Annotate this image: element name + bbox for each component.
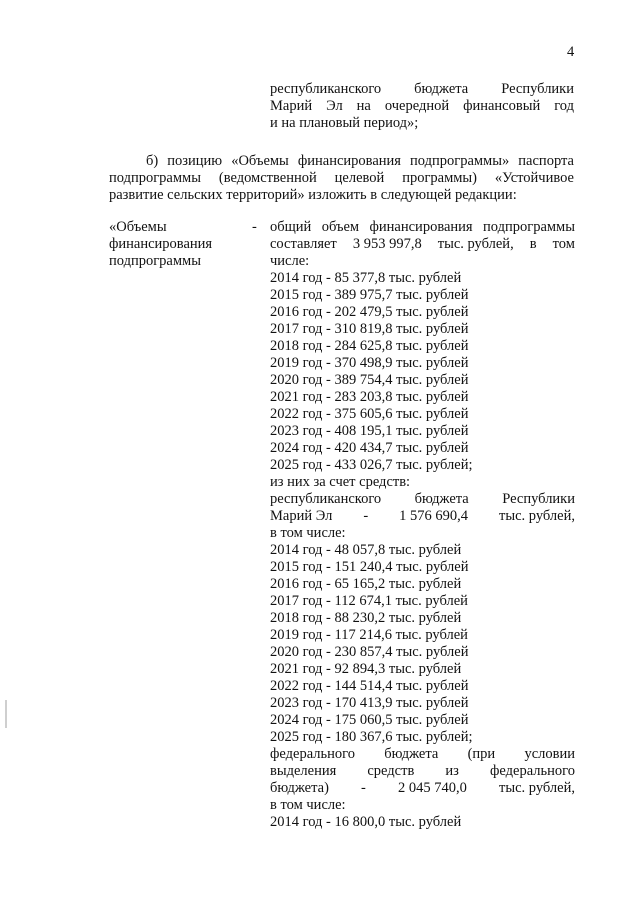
republic-word: Республики	[502, 491, 575, 507]
federal-line	[270, 763, 575, 780]
total-line: числе:	[270, 253, 310, 269]
paragraph-word: «Объемы	[231, 153, 289, 169]
total-word: подпрограммы	[483, 219, 575, 235]
paragraph-line	[109, 170, 574, 187]
republic-line	[270, 491, 575, 508]
republic-year-line: 2024 год - 175 060,5 тыс. рублей	[270, 712, 469, 728]
federal-word: условии	[524, 746, 575, 762]
federal-word: бюджета)	[270, 780, 329, 796]
intro-word: Республики	[501, 81, 574, 97]
republic-line: в том числе:	[270, 525, 346, 541]
paragraph-word: позицию	[167, 153, 223, 169]
republic-word: тыс. рублей,	[499, 508, 575, 524]
total-year-line: 2016 год - 202 479,5 тыс. рублей	[270, 304, 469, 320]
page-number: 4	[567, 44, 575, 60]
paragraph-word: финансирования	[297, 153, 401, 169]
intro-word: бюджета	[414, 81, 469, 97]
total-year-line: 2019 год - 370 498,9 тыс. рублей	[270, 355, 469, 371]
federal-line	[270, 780, 575, 797]
intro-word: Марий	[270, 98, 313, 114]
intro-line	[270, 81, 574, 98]
intro-line: и на плановый период»;	[270, 115, 419, 131]
federal-line	[270, 746, 575, 763]
republic-year-line: 2014 год - 48 057,8 тыс. рублей	[270, 542, 462, 558]
label-line: финансирования	[109, 236, 213, 252]
sources-intro: из них за счет средств:	[270, 474, 411, 490]
republic-year-line: 2025 год - 180 367,6 тыс. рублей;	[270, 729, 473, 745]
republic-year-line: 2017 год - 112 674,1 тыс. рублей	[270, 593, 468, 609]
republic-word: бюджета	[414, 491, 469, 507]
total-line	[270, 219, 575, 236]
republic-year-line: 2021 год - 92 894,3 тыс. рублей	[270, 661, 462, 677]
total-year-line: 2020 год - 389 754,4 тыс. рублей	[270, 372, 469, 388]
federal-word: тыс. рублей,	[499, 780, 575, 796]
republic-word: -	[363, 508, 369, 524]
paragraph-word: паспорта	[518, 153, 574, 169]
total-word: составляет	[270, 236, 337, 252]
total-year-line: 2017 год - 310 819,8 тыс. рублей	[270, 321, 469, 337]
paragraph-b	[109, 153, 574, 204]
intro-word: республиканского	[270, 81, 382, 97]
total-year-line: 2021 год - 283 203,8 тыс. рублей	[270, 389, 469, 405]
paragraph-word: программы)	[402, 170, 478, 186]
federal-word: выделения	[270, 763, 337, 779]
total-word: в	[529, 236, 537, 252]
total-year-line: 2023 год - 408 195,1 тыс. рублей	[270, 423, 469, 439]
label-line: «Объемы	[109, 219, 167, 235]
paragraph-word: целевой	[334, 170, 385, 186]
federal-word: федерального	[490, 763, 575, 779]
federal-word: бюджета	[384, 746, 439, 762]
total-line	[270, 236, 575, 253]
republic-word: Марий Эл	[270, 508, 333, 524]
total-year-line: 2015 год - 389 975,7 тыс. рублей	[270, 287, 469, 303]
total-amount: 3 953 997,8	[352, 236, 422, 252]
total-word: объем	[321, 219, 360, 235]
paragraph-word: подпрограммы	[109, 170, 201, 186]
total-year-line: 2022 год - 375 605,6 тыс. рублей	[270, 406, 469, 422]
total-word: том	[552, 236, 575, 252]
federal-word: (при	[467, 746, 496, 762]
republic-year-line: 2019 год - 117 214,6 тыс. рублей	[270, 627, 468, 643]
scan-margin-mark	[5, 700, 7, 728]
intro-word: год	[554, 98, 574, 114]
federal-word: федерального	[270, 746, 355, 762]
federal-amount: 2 045 740,0	[398, 780, 467, 796]
federal-word: из	[445, 763, 459, 779]
republic-line	[270, 508, 575, 525]
paragraph-word: подпрограммы»	[410, 153, 510, 169]
total-year-line: 2014 год - 85 377,8 тыс. рублей	[270, 270, 462, 286]
intro-line	[270, 98, 574, 115]
total-year-line: 2025 год - 433 026,7 тыс. рублей;	[270, 457, 473, 473]
passport-label	[109, 219, 249, 270]
republic-year-line: 2016 год - 65 165,2 тыс. рублей	[270, 576, 462, 592]
intro-word: финансовый	[463, 98, 541, 114]
republic-amount: 1 576 690,4	[399, 508, 469, 524]
total-word: тыс. рублей,	[437, 236, 514, 252]
federal-word: средств	[367, 763, 415, 779]
intro-word: очередной	[384, 98, 450, 114]
paragraph-line	[109, 153, 574, 170]
republic-year-line: 2018 год - 88 230,2 тыс. рублей	[270, 610, 462, 626]
paragraph-line: развитие сельских территорий» изложить в следующей редакции:	[109, 187, 517, 203]
label-line: подпрограммы	[109, 253, 201, 269]
total-year-line: 2018 год - 284 625,8 тыс. рублей	[270, 338, 469, 354]
federal-year-line: 2014 год - 16 800,0 тыс. рублей	[270, 814, 462, 830]
republic-year-line: 2015 год - 151 240,4 тыс. рублей	[270, 559, 469, 575]
republic-year-line: 2022 год - 144 514,4 тыс. рублей	[270, 678, 469, 694]
intro-word: Эл	[326, 98, 343, 114]
total-word: финансирования	[369, 219, 473, 235]
paragraph-word: б)	[146, 153, 159, 169]
paragraph-word: «Устойчивое	[494, 170, 574, 186]
total-word: общий	[270, 219, 312, 235]
intro-continuation	[270, 81, 574, 132]
intro-word: на	[356, 98, 371, 114]
federal-word: -	[361, 780, 366, 796]
passport-dash: -	[252, 219, 257, 235]
total-year-line: 2024 год - 420 434,7 тыс. рублей	[270, 440, 469, 456]
republic-year-line: 2020 год - 230 857,4 тыс. рублей	[270, 644, 469, 660]
republic-word: республиканского	[270, 491, 382, 507]
federal-line: в том числе:	[270, 797, 346, 813]
passport-value	[270, 219, 575, 831]
paragraph-word: (ведомственной	[218, 170, 317, 186]
republic-year-line: 2023 год - 170 413,9 тыс. рублей	[270, 695, 469, 711]
